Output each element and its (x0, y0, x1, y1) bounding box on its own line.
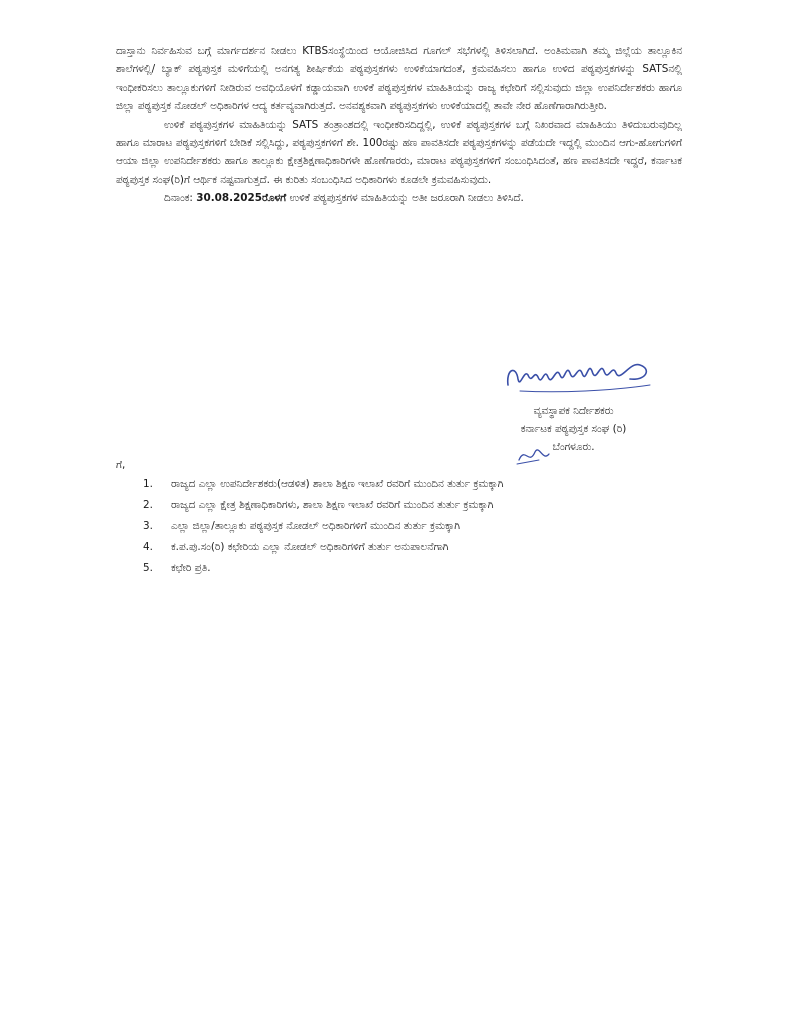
signer-organization: ಕರ್ನಾಟಕ ಪಠ್ಯಪುಸ್ತಕ ಸಂಘ (ರಿ) (520, 423, 627, 435)
date-suffix: ಉಳಿಕೆ ಪಠ್ಯಪುಸ್ತಕಗಳ ಮಾಹಿತಿಯನ್ನು ಅತೀ ಜರೂರಾಗಿ ನೀಡಲು ತಿಳಿಸಿದೆ. (286, 192, 524, 205)
to-label: ಗೆ, (116, 459, 126, 471)
deadline-date: 30.08.2025ರೊಳಗೆ (196, 192, 287, 205)
paragraph-1: ದಾಸ್ತಾನು ನಿರ್ವಹಿಸುವ ಬಗ್ಗೆ ಮಾರ್ಗದರ್ಶನ ನೀಡಲು KTBSಸಂಸ್ಥೆಯಿಂದ ಆಯೋಜಿಸಿದ ಗೂಗಲ್ ಸಭೆಗಳಲ್ಲಿ ತಿಳಿಸಲಾಗಿದೆ. ಅಂತಿಮವಾಗಿ ತಮ್ಮ ಜಿಲ್ಲೆಯ ತಾಲ್ಲೂಕಿನ ಶಾಲೆಗಳಲ್ಲಿ/ ಬ್ಯಾಕ್ ಪಠ್ಯಪುಸ್ತಕ ಮಳಿಗೆಯಲ್ಲಿ ಅನಗತ್ಯ ಶೀರ್ಷಿಕೆಯ ಪಠ್ಯಪುಸ್ತಕಗಳು ಉಳಿಕೆಯಾಗದಂತೆ, ಕ್ರಮವಹಿಸಲು ಹಾಗೂ ಉಳಿದ ಪಠ್ಯಪುಸ್ತಕಗಳನ್ನು SATSನಲ್ಲಿ ಇಂಧೀಕರಿಸಲು ತಾಲ್ಲೂಕುಗಳಿಗೆ ನೀಡಿರುವ ಅವಧಿಯೊಳಗೆ ಕಡ್ಡಾಯವಾಗಿ ಉಳಿಕೆ ಪಠ್ಯಪುಸ್ತಕಗಳ ಮಾಹಿತಿಯನ್ನು ರಾಜ್ಯ ಕಛೇರಿಗೆ ಸಲ್ಲಿಸುವುದು ಜಿಲ್ಲಾ ಉಪನಿರ್ದೇಶಕರು ಹಾಗೂ ಜಿಲ್ಲಾ ಪಠ್ಯಪುಸ್ತಕ ನೋಡಲ್ ಅಧಿಕಾರಿಗಳ ಆದ್ಯ ಕರ್ತವ್ಯವಾಗಿರುತ್ತದೆ. ಅನವಶ್ಯಕವಾಗಿ ಪಠ್ಯಪುಸ್ತಕಗಳು ಉಳಿಕೆಯಾದಲ್ಲಿ ತಾವೇ ನೇರ ಹೊಣೆಗಾರಾಗಿರುತ್ತೀರಿ. (116, 45, 682, 113)
signer-city: ಬೆಂಗಳೂರು. (552, 441, 595, 453)
signer-title: ವ್ಯವಸ್ಥಾಪಕ ನಿರ್ದೇಶಕರು (533, 405, 614, 417)
list-item: 1. ರಾಜ್ಯದ ಎಲ್ಲಾ ಉಪನಿರ್ದೇಶಕರು(ಆಡಳಿತ) ಶಾಲಾ ಶಿಕ್ಷಣ ಇಲಾಖೆ ರವರಿಗೆ ಮುಂದಿನ ತುರ್ತು ಕ್ರಮಕ್ಕಾಗಿ (143, 478, 504, 490)
list-item: 5. ಕಛೇರಿ ಪ್ರತಿ. (143, 562, 211, 574)
list-item: 4. ಕ.ಪ.ಪು.ಸಂ(ರಿ) ಕಛೇರಿಯ ಎಲ್ಲಾ ನೋಡಲ್ ಅಧಿಕಾರಿಗಳಿಗೆ ತುರ್ತು ಅನುಪಾಲನೆಗಾಗಿ (143, 541, 449, 553)
signer-block (486, 402, 661, 456)
paragraph-2: ಉಳಿಕೆ ಪಠ್ಯಪುಸ್ತಕಗಳ ಮಾಹಿತಿಯನ್ನು SATS ತಂತ್ರಾಂಶದಲ್ಲಿ ಇಂಧೀಕರಿಸದಿದ್ದಲ್ಲಿ, ಉಳಿಕೆ ಪಠ್ಯಪುಸ್ತಕಗಳ ಬಗ್ಗೆ ನಿಖರವಾದ ಮಾಹಿತಿಯು ತಿಳಿದುಬರುವುದಿಲ್ಲ ಹಾಗೂ ಮಾರಾಟ ಪಠ್ಯಪುಸ್ತಕಗಳಿಗೆ ಬೇಡಿಕೆ ಸಲ್ಲಿಸಿದ್ದು, ಪಠ್ಯಪುಸ್ತಕಗಳಿಗೆ ಶೇ. 100ರಷ್ಟು ಹಣ ಪಾವತಿಸದೇ ಪಠ್ಯಪುಸ್ತಕಗಳನ್ನು ಪಡೆಯದೇ ಇದ್ದಲ್ಲಿ ಮುಂದಿನ ಆಗು-ಹೋಗುಗಳಿಗೆ ಆಯಾ ಜಿಲ್ಲಾ ಉಪನಿರ್ದೇಶಕರು ಹಾಗೂ ತಾಲ್ಲೂಕು ಕ್ಷೇತ್ರಶಿಕ್ಷಣಾಧಿಕಾರಿಗಳೇ ಹೊಣೆಗಾರರು, ಮಾರಾಟ ಪಠ್ಯಪುಸ್ತಕಗಳಿಗೆ ಸಂಬಂಧಿಸಿದಂತೆ, ಹಣ ಪಾವತಿಸದೇ ಇದ್ದರೆ, ಕರ್ನಾಟಕ ಪಠ್ಯಪುಸ್ತಕ ಸಂಘ(ರಿ)ಗೆ ಆರ್ಥಿಕ ನಷ್ಟವಾಗುತ್ತದೆ. ಈ ಕುರಿತು ಸಂಬಂಧಿಸಿದ ಅಧಿಕಾರಿಗಳು ಕೂಡಲೇ ಕ್ರಮವಹಿಸುವುದು. (116, 118, 682, 186)
letter-body (116, 42, 682, 208)
deadline-line (116, 189, 682, 207)
date-prefix: ದಿನಾಂಕ: (164, 192, 197, 205)
list-item: 3. ಎಲ್ಲಾ ಜಿಲ್ಲಾ/ತಾಲ್ಲೂಕು ಪಠ್ಯಪುಸ್ತಕ ನೋಡಲ್ ಅಧಿಕಾರಿಗಳಿಗೆ ಮುಂದಿನ ತುರ್ತು ಕ್ರಮಕ್ಕಾಗಿ (143, 520, 460, 532)
signature-image (500, 355, 670, 397)
initials-mark (515, 440, 555, 468)
copy-to-list (143, 476, 663, 581)
list-item: 2. ರಾಜ್ಯದ ಎಲ್ಲಾ ಕ್ಷೇತ್ರ ಶಿಕ್ಷಣಾಧಿಕಾರಿಗಳು, ಶಾಲಾ ಶಿಕ್ಷಣ ಇಲಾಖೆ ರವರಿಗೆ ಮುಂದಿನ ತುರ್ತು ಕ್ರಮಕ್ಕಾಗಿ (143, 499, 494, 511)
